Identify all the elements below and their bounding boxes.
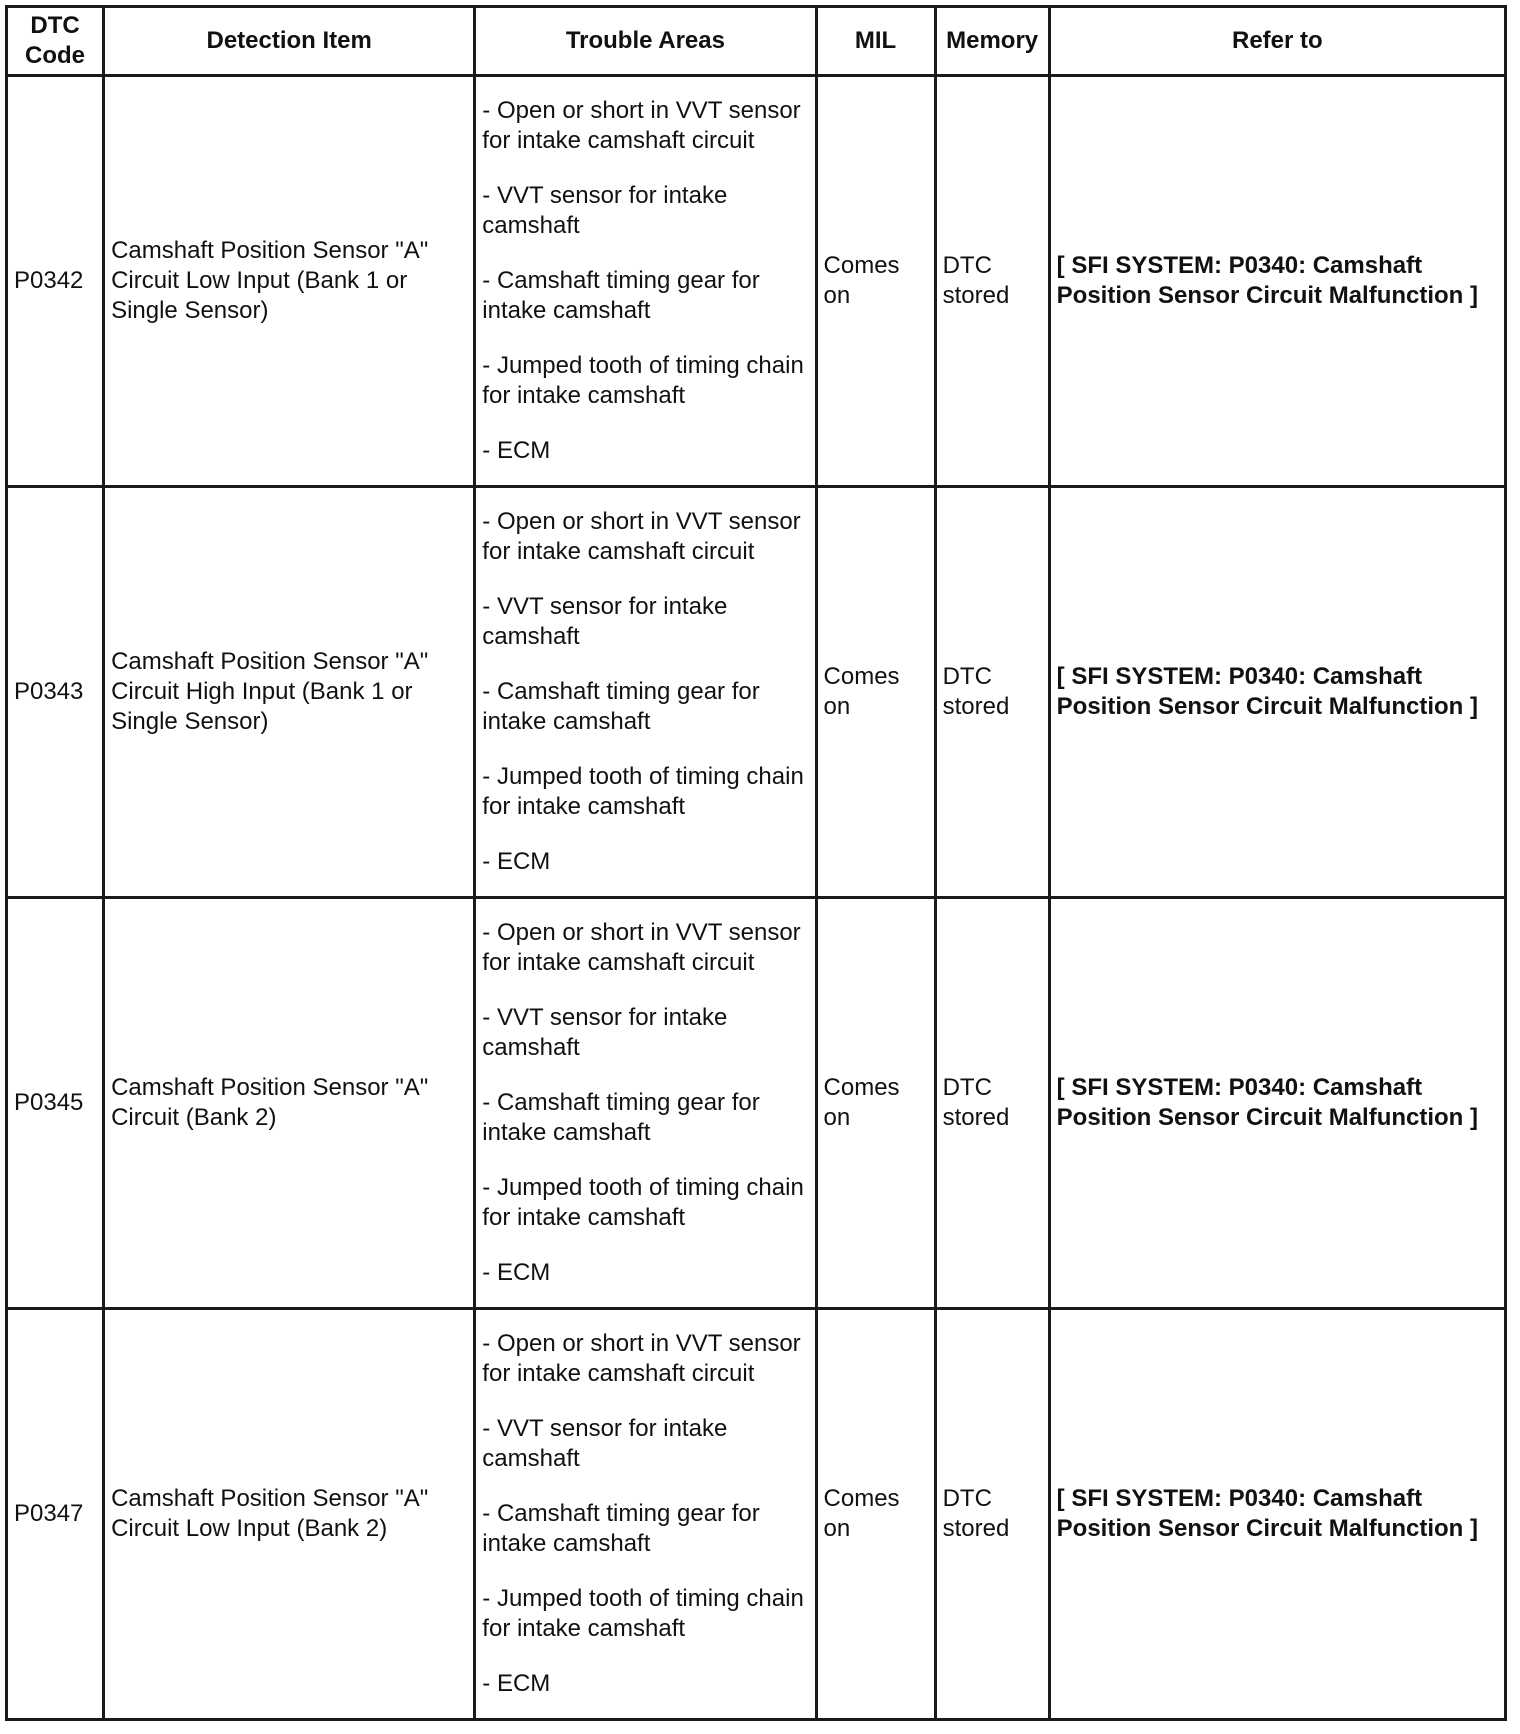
header-memory: Memory <box>935 7 1049 76</box>
trouble-area-item: - VVT sensor for intake camshaft <box>482 593 728 650</box>
trouble-areas-list <box>482 96 808 466</box>
trouble-area-item: - VVT sensor for intake camshaft <box>482 182 728 239</box>
header-trouble-areas: Trouble Areas <box>475 7 816 76</box>
trouble-area-item: - Open or short in VVT sensor for intake camshaft circuit <box>482 508 801 565</box>
trouble-area-item: - ECM <box>482 1670 551 1697</box>
dtc-code-cell: P0343 <box>7 487 104 898</box>
trouble-area-item: - Jumped tooth of timing chain for intake camshaft <box>482 1174 804 1231</box>
mil-cell: Comes on <box>816 1309 935 1720</box>
dtc-code-cell: P0345 <box>7 898 104 1309</box>
trouble-area-item: - Camshaft timing gear for intake camshaft <box>482 267 760 324</box>
trouble-area-item: - VVT sensor for intake camshaft <box>482 1415 728 1472</box>
refer-to-link[interactable]: [ SFI SYSTEM: P0340: Camshaft Position Sensor Circuit Malfunction ] <box>1049 487 1505 898</box>
trouble-area-item: - Camshaft timing gear for intake camshaft <box>482 1089 760 1146</box>
trouble-area-item: - ECM <box>482 437 551 464</box>
header-dtc-code: DTC Code <box>7 7 104 76</box>
trouble-area-item: - Open or short in VVT sensor for intake camshaft circuit <box>482 97 801 154</box>
detection-item-cell: Camshaft Position Sensor "A" Circuit (Bank 2) <box>104 898 475 1309</box>
memory-cell: DTC stored <box>935 1309 1049 1720</box>
dtc-table <box>5 5 1507 1721</box>
table-header <box>7 7 1506 76</box>
memory-cell: DTC stored <box>935 76 1049 487</box>
dtc-code-cell: P0342 <box>7 76 104 487</box>
header-mil: MIL <box>816 7 935 76</box>
trouble-area-item: - Open or short in VVT sensor for intake camshaft circuit <box>482 1330 801 1387</box>
refer-to-link[interactable]: [ SFI SYSTEM: P0340: Camshaft Position Sensor Circuit Malfunction ] <box>1049 1309 1505 1720</box>
trouble-area-item: - Camshaft timing gear for intake camshaft <box>482 678 760 735</box>
refer-to-link[interactable]: [ SFI SYSTEM: P0340: Camshaft Position Sensor Circuit Malfunction ] <box>1049 898 1505 1309</box>
refer-to-link[interactable]: [ SFI SYSTEM: P0340: Camshaft Position Sensor Circuit Malfunction ] <box>1049 76 1505 487</box>
detection-item-cell: Camshaft Position Sensor "A" Circuit Low Input (Bank 2) <box>104 1309 475 1720</box>
memory-cell: DTC stored <box>935 898 1049 1309</box>
trouble-areas-cell <box>475 487 816 898</box>
trouble-area-item: - Open or short in VVT sensor for intake camshaft circuit <box>482 919 801 976</box>
detection-item-cell: Camshaft Position Sensor "A" Circuit High Input (Bank 1 or Single Sensor) <box>104 487 475 898</box>
dtc-code-cell: P0347 <box>7 1309 104 1720</box>
memory-cell: DTC stored <box>935 487 1049 898</box>
trouble-area-item: - ECM <box>482 1259 551 1286</box>
trouble-area-item: - Camshaft timing gear for intake camshaft <box>482 1500 760 1557</box>
trouble-areas-cell <box>475 898 816 1309</box>
trouble-area-item: - VVT sensor for intake camshaft <box>482 1004 728 1061</box>
header-refer-to: Refer to <box>1049 7 1505 76</box>
table-body <box>7 76 1506 1720</box>
trouble-areas-cell <box>475 76 816 487</box>
header-detection-item: Detection Item <box>104 7 475 76</box>
table-row <box>7 898 1506 1309</box>
trouble-areas-list <box>482 918 808 1288</box>
mil-cell: Comes on <box>816 898 935 1309</box>
trouble-area-item: - Jumped tooth of timing chain for intake camshaft <box>482 352 804 409</box>
trouble-areas-cell <box>475 1309 816 1720</box>
trouble-area-item: - ECM <box>482 848 551 875</box>
trouble-area-item: - Jumped tooth of timing chain for intake camshaft <box>482 763 804 820</box>
mil-cell: Comes on <box>816 487 935 898</box>
trouble-area-item: - Jumped tooth of timing chain for intake camshaft <box>482 1585 804 1642</box>
table-row <box>7 487 1506 898</box>
trouble-areas-list <box>482 507 808 877</box>
table-row <box>7 76 1506 487</box>
table-row <box>7 1309 1506 1720</box>
detection-item-cell: Camshaft Position Sensor "A" Circuit Low Input (Bank 1 or Single Sensor) <box>104 76 475 487</box>
trouble-areas-list <box>482 1329 808 1699</box>
header-row <box>7 7 1506 76</box>
mil-cell: Comes on <box>816 76 935 487</box>
